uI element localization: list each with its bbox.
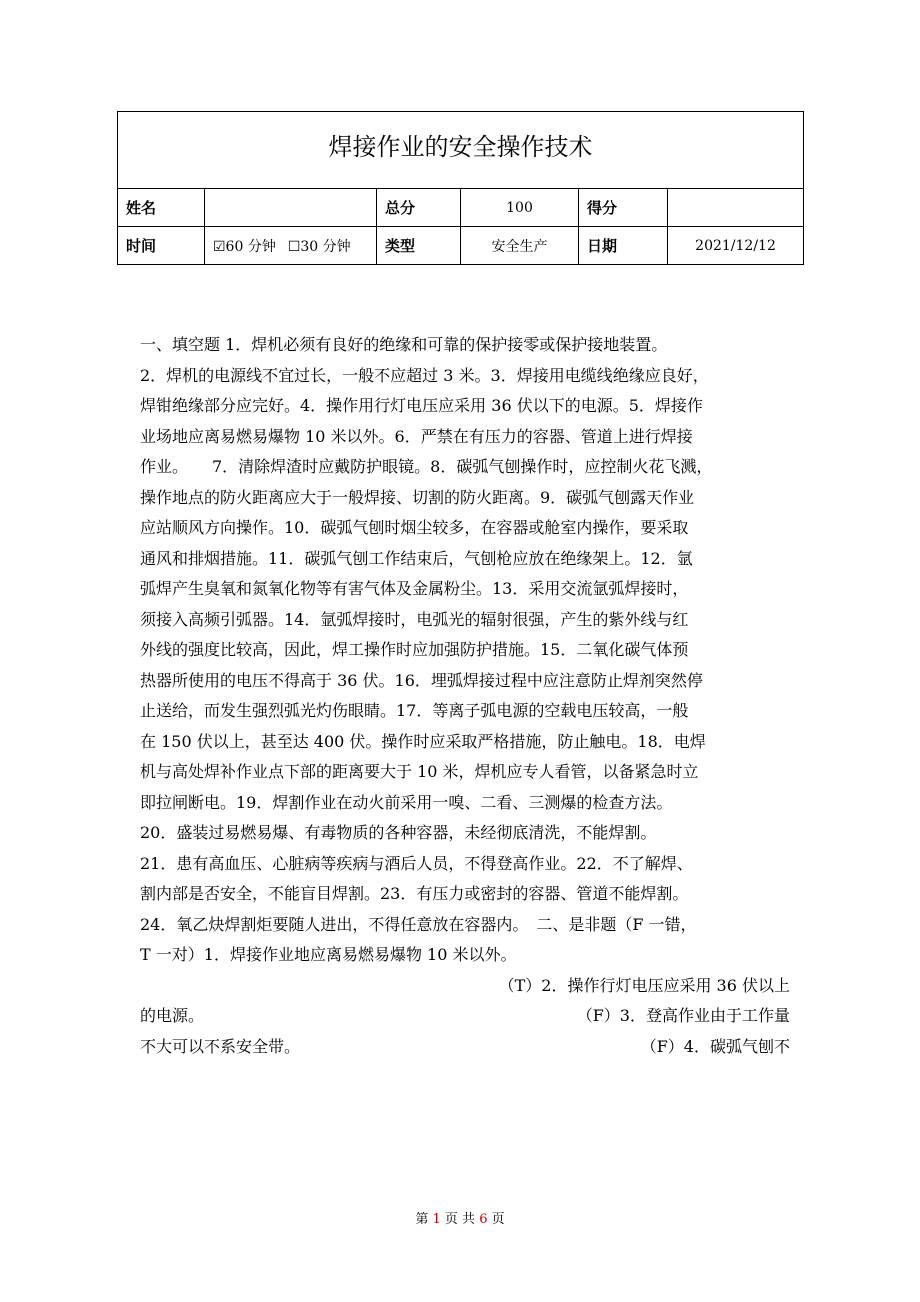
true-false-left: 不大可以不系安全带。 [140,1036,301,1056]
body-line: 业场地应离易燃易爆物 10 米以外。6．严禁在有压力的容器、管道上进行焊接 [140,426,693,446]
body-line: 24．氧乙炔焊割炬要随人进出，不得任意放在容器内。 二、是非题（F 一错， [140,914,697,934]
footer-prefix: 第 [415,1212,429,1227]
total-pages-number: 6 [479,1212,488,1227]
page-footer [0,1208,920,1227]
body-line: 通风和排烟措施。11．碳弧气刨工作结束后，气刨枪应放在绝缘架上。12．氩 [140,548,693,568]
body-line: 焊钳绝缘部分应完好。4．操作用行灯电压应采用 36 伏以下的电源。5．焊接作 [140,396,703,415]
type-value: 安全生产 [461,227,579,265]
total-score-label: 总分 [377,189,461,227]
body-line: 外线的强度比较高，因此，焊工操作时应加强防护措施。15．二氧化碳气体预 [140,640,689,659]
exam-header-table [117,111,804,265]
score-field[interactable] [668,189,804,227]
body-line: 作业。 7．清除焊渣时应戴防护眼镜。8．碳弧气刨操作时，应控制火花飞溅， [140,457,713,476]
type-label: 类型 [377,227,461,265]
body-line: 一、填空题 1．焊机必须有良好的绝缘和可靠的保护接零或保护接地装置。 [140,335,668,354]
body-line: 弧焊产生臭氧和氮氧化物等有害气体及金属粉尘。13．采用交流氩弧焊接时， [140,579,689,598]
exam-body [140,330,790,1062]
body-line: 操作地点的防火距离应大于一般焊接、切割的防火距离。9．碳弧气刨露天作业 [140,487,695,507]
body-line: 在 150 伏以上，甚至达 400 伏。操作时应采取严格措施，防止触电。18．电焊 [140,731,706,751]
footer-middle: 页 共 [444,1212,476,1227]
true-false-right: （F）4．碳弧气刨不 [640,1036,790,1056]
total-score-value: 100 [461,189,579,227]
true-false-line [140,971,790,1002]
true-false-right: （F）3．登高作业由于工作量 [576,1006,790,1025]
name-field[interactable] [205,189,377,227]
true-false-left: 的电源。 [140,1006,205,1025]
time-label: 时间 [118,227,205,265]
time-options [205,227,377,265]
true-false-line [140,1001,790,1032]
body-line: 20．盛装过易燃易爆、有毒物质的各种容器，未经彻底清洗，不能焊割。 [140,823,657,842]
body-line: T 一对）1．焊接作业地应离易燃易爆物 10 米以外。 [140,945,517,964]
date-label: 日期 [579,227,668,265]
name-label: 姓名 [118,189,205,227]
body-line: 割内部是否安全，不能盲目焊割。23．有压力或密封的容器、管道不能焊割。 [140,884,689,903]
true-false-right: （T）2．操作行灯电压应采用 36 伏以上 [498,975,790,995]
page-title: 焊接作业的安全操作技术 [118,112,804,189]
true-false-line [140,1032,790,1063]
body-line: 应站顺风方向操作。10．碳弧气刨时烟尘较多，在容器或舱室内操作，要采取 [140,518,689,537]
body-line: 须接入高频引弧器。14．氩弧焊接时，电弧光的辐射很强，产生的紫外线与红 [140,609,689,629]
current-page-number: 1 [432,1212,441,1227]
body-line: 2．焊机的电源线不宜过长，一般不应超过 3 米。3．焊接用电缆线绝缘应良好， [140,365,709,385]
body-line: 止送给，而发生强烈弧光灼伤眼睛。17．等离子弧电源的空载电压较高，一般 [140,701,689,720]
footer-suffix: 页 [491,1212,505,1227]
body-line: 即拉闸断电。19．焊割作业在动火前采用一嗅、二看、三测爆的检查方法。 [140,792,673,812]
score-label: 得分 [579,189,668,227]
body-line: 热器所使用的电压不得高于 36 伏。16．埋弧焊接过程中应注意防止焊剂突然停 [140,670,703,690]
date-value: 2021/12/12 [668,227,804,265]
time-option-60-checkbox[interactable]: ☑60 分钟 [213,238,276,255]
body-line: 机与高处焊补作业点下部的距离要大于 10 米，焊机应专人看管，以备紧急时立 [140,762,699,781]
time-option-30-checkbox[interactable]: ☐30 分钟 [287,238,351,255]
body-line: 21．患有高血压、心脏病等疾病与酒后人员，不得登高作业。22．不了解焊、 [140,853,693,873]
